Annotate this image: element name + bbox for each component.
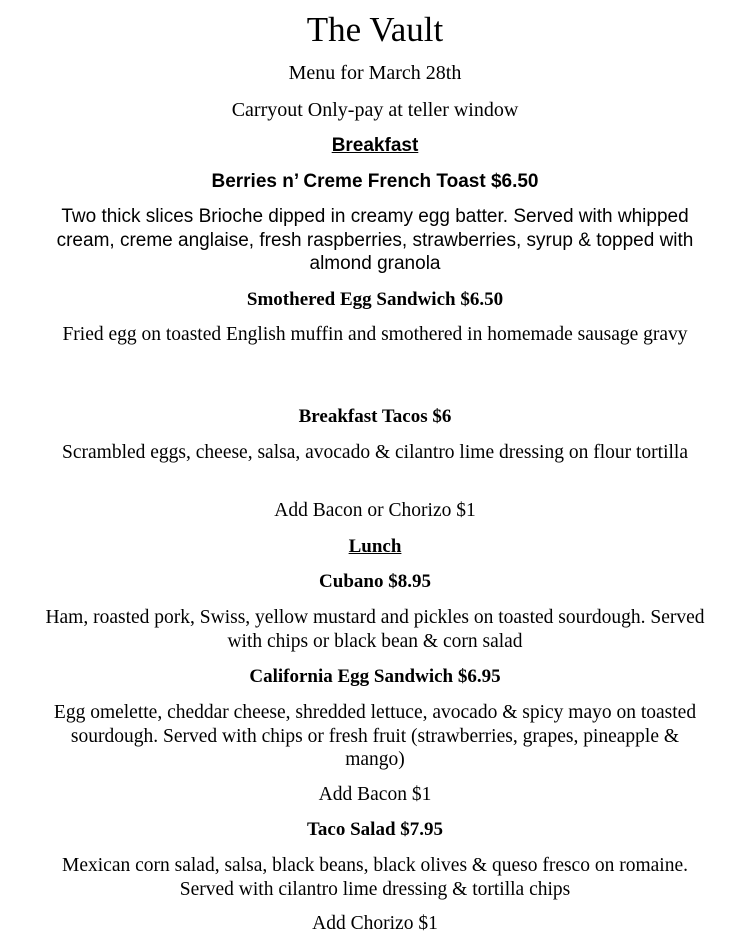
- menu-item-description: Two thick slices Brioche dipped in creamy egg batter. Served with whipped cream, creme anglaise, fresh raspberries, strawberries, syrup & topped with almond granola: [56, 206, 694, 274]
- menu-item-addon: Add Chorizo $1: [312, 913, 438, 934]
- menu-item-description: Egg omelette, cheddar cheese, shredded lettuce, avocado & spicy mayo on toasted sourdough. Served with chips or fresh fruit (strawberries, grapes, pineapple & mango): [53, 702, 697, 770]
- menu-item-name: Smothered Egg Sandwich $6.50: [246, 289, 504, 310]
- section-heading-breakfast: Breakfast: [331, 135, 419, 156]
- menu-item-description: Scrambled eggs, cheese, salsa, avocado & cilantro lime dressing on flour tortilla: [62, 442, 688, 463]
- section-heading-lunch: Lunch: [348, 536, 402, 557]
- menu-item-name: Taco Salad $7.95: [306, 819, 444, 840]
- menu-item-addon: Add Bacon or Chorizo $1: [274, 500, 476, 521]
- menu-item-name: Breakfast Tacos $6: [298, 406, 452, 427]
- menu-date: Menu for March 28th: [288, 62, 462, 84]
- menu-item-description: Ham, roasted pork, Swiss, yellow mustard and pickles on toasted sourdough. Served with chips or black bean & corn salad: [45, 607, 705, 652]
- menu-item-name: Berries n’ Creme French Toast $6.50: [211, 171, 539, 192]
- page-title: The Vault: [306, 10, 444, 49]
- menu-item-name: California Egg Sandwich $6.95: [249, 666, 501, 687]
- menu-item-description: Fried egg on toasted English muffin and smothered in homemade sausage gravy: [62, 324, 688, 345]
- menu-item-description: Mexican corn salad, salsa, black beans, black olives & queso fresco on romaine. Served with cilantro lime dressing & tortilla chips: [62, 855, 688, 900]
- menu-item-name: Cubano $8.95: [319, 571, 431, 592]
- menu-item-addon: Add Bacon $1: [318, 784, 432, 805]
- carryout-notice: Carryout Only-pay at teller window: [231, 99, 519, 121]
